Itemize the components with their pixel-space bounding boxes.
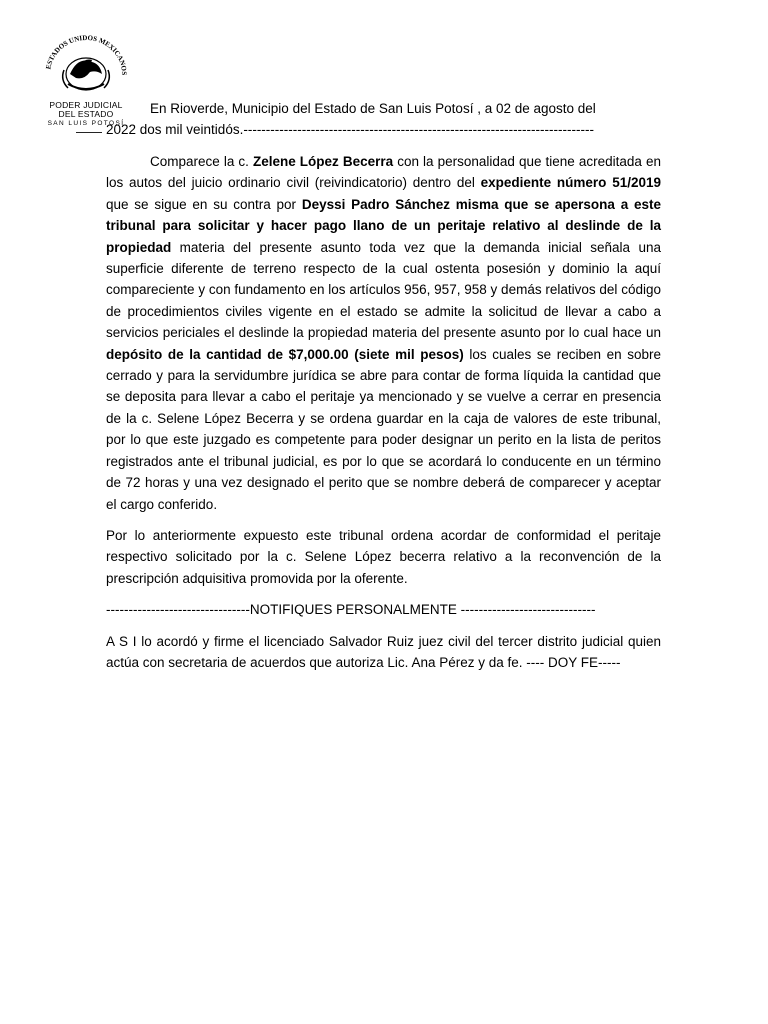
paragraph-resolution: Por lo anteriormente expuesto este tribunal ordena acordar de conformidad el peritaje respectivo solicitado por la c. Selene López becerra relativo a la reconvención de la prescripción adquisitiva promovida por la oferente. [106,527,661,586]
case-number: expediente número 51/2019 [480,175,661,191]
date-line-1: En Rioverde, Municipio del Estado de San Luis Potosí , a 02 de agosto del [150,101,596,116]
document-body [106,151,661,683]
margin-mark: —— [76,124,102,139]
seal-text: ESTADOS UNIDOS MEXICANOS [44,34,129,76]
date-line-2: 2022 dos mil veintidós.------------------------------------------------------------------------------ [106,122,594,137]
request-summary: Deyssi Padro Sánchez misma que se apersona a este tribunal para solicitar y hacer pago llano de un peritaje relativo al deslinde de la propiedad [106,196,661,255]
institution-line-1: PODER JUDICIAL [49,100,123,110]
mexican-coat-of-arms-seal [40,34,132,100]
institution-line-3: SAN LUIS POTOSÍ [47,120,125,127]
party-name: Zelene López Becerra [252,154,394,169]
eagle-icon [63,58,110,90]
deposit-amount: depósito de la cantidad de $7,000.00 (siete mil pesos) [106,346,464,362]
paragraph-closing: A S I lo acordó y firme el licenciado Salvador Ruiz juez civil del tercer distrito judicial quien actúa con secretaria de acuerdos que autoriza Lic. Ana Pérez y da fe. ---- DOY FE----- [106,633,661,670]
notice-line: --------------------------------NOTIFIQUES PERSONALMENTE ------------------------------ [106,602,596,618]
institution-line-2: DEL ESTADO [58,109,114,119]
paragraph-comparece: Comparece la c. Zelene López Becerra con la personalidad que tiene acreditada en los autos del juicio ordinario civil (reivindicatorio) dentro del expediente número 51/2019 que se sigue en su contra por Deyssi Padro Sánchez misma que se apersona a este tribunal para solicitar y hacer pago llano de un peritaje relativo al deslinde de la propiedad materia del presente asunto toda vez que la demanda inicial señala una superficie diferente de terreno respecto de la cual ostenta posesión y dominio la aquí compareciente y con fundamento en los artículos 956, 957, 958 y demás relativos del código de procedimientos civiles vigente en el estado se admite la solicitud de llevar a cabo a servicios periciales el deslinde la propiedad materia del presente asunto por lo cual hace un depósito de la cantidad de $7,000.00 (siete mil pesos) los cuales se reciben en sobre cerrado y para la servidumbre jurídica se abre para contar de forma líquida la cantidad que se deposita para llevar a cabo el peritaje ya mencionado y se vuelve a cerrar en presencia de la c. Selene López Becerra y se ordena guardar en la caja de valores de este tribunal, por lo que este juzgado es competente para poder designar un perito en la lista de peritos registrados ante el tribunal judicial, es por lo que se acordará lo conducente en un término de 72 horas y una vez designado el perito que se nombre deberá de comparecer y aceptar el cargo conferido. [106,154,662,512]
